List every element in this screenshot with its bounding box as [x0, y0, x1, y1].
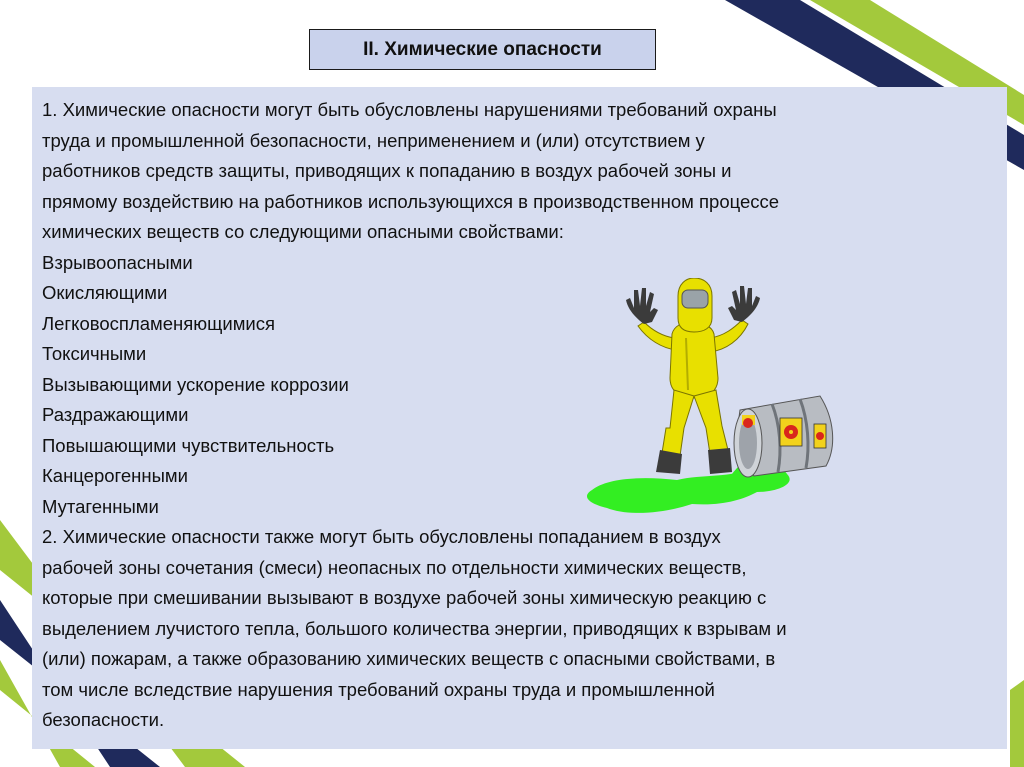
- property-item: Мутагенными: [42, 495, 159, 517]
- property-item: Окисляющими: [42, 282, 168, 303]
- barrel: [734, 396, 833, 477]
- paragraph-2-line: том числе вследствие нарушения требований охраны труда и промышленной: [42, 678, 715, 700]
- paragraph-2-line: безопасности.: [42, 709, 165, 730]
- paragraph-1-line: труда и промышленной безопасности, неприменением и (или) отсутствием у: [42, 129, 705, 151]
- content-text: [42, 95, 1002, 736]
- property-item: Токсичными: [42, 343, 147, 364]
- paragraph-2-line: которые при смешивании вызывают в воздухе рабочей зоны химическую реакцию с: [42, 587, 767, 608]
- paragraph-1-line: работников средств защиты, приводящих к попаданию в воздух рабочей зоны и: [42, 160, 732, 181]
- hazmat-illustration: [582, 278, 854, 523]
- property-item: Вызывающими ускорение коррозии: [42, 373, 349, 395]
- paragraph-2-line: 2. Химические опасности также могут быть обусловлены попаданием в воздух: [42, 526, 721, 547]
- paragraph-1-line: химических веществ со следующими опасными свойствами:: [42, 221, 564, 242]
- paragraph-1-line: 1. Химические опасности могут быть обусловлены нарушениями требований охраны: [42, 99, 777, 120]
- slide-title: II. Химические опасности: [309, 29, 656, 70]
- property-item: Канцерогенными: [42, 465, 188, 486]
- paragraph-2-line: (или) пожарам, а также образованию химических веществ с опасными свойствами, в: [42, 648, 776, 669]
- paragraph-2-line: рабочей зоны сочетания (смеси) неопасных по отдельности химических веществ,: [42, 556, 747, 578]
- property-item: Легковоспламеняющимися: [42, 312, 276, 334]
- property-item: Взрывоопасными: [42, 251, 193, 273]
- paragraph-1-line: прямому воздействию на работников использующихся в производственном процессе: [42, 190, 780, 212]
- property-item: Раздражающими: [42, 404, 189, 425]
- property-item: Повышающими чувствительность: [42, 434, 335, 456]
- paragraph-2-line: выделением лучистого тепла, большого количества энергии, приводящих к взрывам и: [42, 617, 787, 639]
